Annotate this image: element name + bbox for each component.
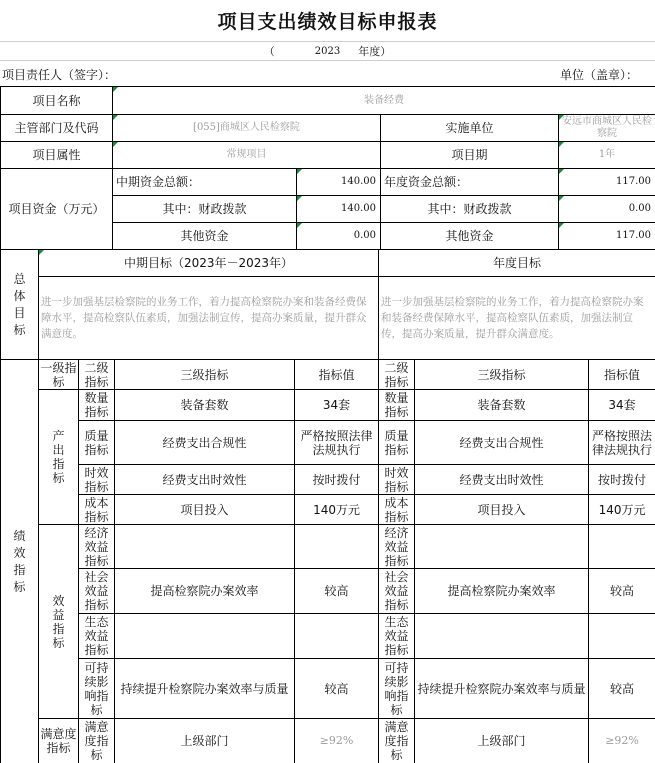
cost-l2: 成本指标 — [79, 495, 115, 525]
performance-table — [0, 249, 655, 763]
responsible-signature-label: 项目责任人（签字）： — [2, 67, 117, 82]
quality-l2-year: 质量指标 — [379, 421, 415, 465]
year-other-value: 117.00 — [559, 223, 655, 250]
timeliness-value: 按时拨付 — [295, 465, 379, 495]
satisfaction-l2-year: 满意度指标 — [379, 719, 415, 763]
project-period-value: 1年 — [559, 142, 655, 169]
benefit-indicator-label: 效益指标 — [39, 525, 79, 719]
project-name-value: 装备经费 — [113, 87, 655, 115]
project-name-label: 项目名称 — [1, 87, 113, 115]
project-funds-label: 项目资金（万元） — [1, 169, 113, 250]
economic-l3-year — [415, 525, 589, 569]
value-header-year: 指标值 — [589, 360, 655, 390]
quantity-value-year: 34套 — [589, 390, 655, 421]
mid-total-label: 中期资金总额： — [113, 169, 297, 196]
satisfaction-l3: 上级部门 — [115, 719, 295, 763]
year-goal-header: 年度目标 — [379, 250, 655, 277]
sustain-l3-year: 持续提升检察院办案效率与质量 — [415, 659, 589, 719]
timeliness-l2-year: 时效指标 — [379, 465, 415, 495]
mid-goal-header: 中期目标（2023年－2023年） — [39, 250, 379, 277]
satisfaction-indicator-label: 满意度指标 — [39, 719, 79, 763]
perf-indicator-label: 绩效指标 — [1, 360, 39, 763]
ecological-value — [295, 614, 379, 659]
quality-l3-year: 经费支出合规性 — [415, 421, 589, 465]
quantity-value: 34套 — [295, 390, 379, 421]
project-info-table — [0, 86, 655, 250]
fiscal-year: 2023 — [314, 45, 341, 57]
level2-header: 二级指标 — [79, 360, 115, 390]
economic-l2: 经济效益指标 — [79, 525, 115, 569]
social-value: 较高 — [295, 569, 379, 614]
cost-value-year: 140万元 — [589, 495, 655, 525]
year-close: 年度） — [358, 45, 392, 58]
timeliness-l2: 时效指标 — [79, 465, 115, 495]
mid-other-value: 0.00 — [297, 223, 381, 250]
mid-other-label: 其他资金 — [113, 223, 297, 250]
year-fiscal-value: 0.00 — [559, 196, 655, 223]
cost-l3-year: 项目投入 — [415, 495, 589, 525]
satisfaction-value: ≥92% — [295, 719, 379, 763]
year-total-label: 年度资金总额： — [381, 169, 559, 196]
cost-l2-year: 成本指标 — [379, 495, 415, 525]
social-l3-year: 提高检察院办案效率 — [415, 569, 589, 614]
output-indicator-label: 产出指标 — [39, 390, 79, 525]
mid-total-value: 140.00 — [297, 169, 381, 196]
impl-unit-value: 安远市商城区人民检察院 — [559, 115, 655, 142]
quality-value: 严格按照法律法规执行 — [295, 421, 379, 465]
social-l3: 提高检察院办案效率 — [115, 569, 295, 614]
satisfaction-l3-year: 上级部门 — [415, 719, 589, 763]
level3-header-year: 三级指标 — [415, 360, 589, 390]
quality-l3: 经费支出合规性 — [115, 421, 295, 465]
quality-l2: 质量指标 — [79, 421, 115, 465]
timeliness-l3-year: 经费支出时效性 — [415, 465, 589, 495]
fiscal-year-line — [0, 42, 655, 61]
year-total-value: 117.00 — [559, 169, 655, 196]
mid-goal-text: 进一步加强基层检察院的业务工作，着力提高检察院办案和装备经费保障水平，提高检察队伍素质，加强法制宣传，提高办案质量，提升群众满意度。 — [39, 277, 379, 360]
project-period-label: 项目期 — [381, 142, 559, 169]
ecological-value-year — [589, 614, 655, 659]
quantity-l3-year: 装备套数 — [415, 390, 589, 421]
sustain-l2-year: 可持续影响指标 — [379, 659, 415, 719]
project-attr-value: 常规项目 — [113, 142, 381, 169]
impl-unit-label: 实施单位 — [381, 115, 559, 142]
project-attr-label: 项目属性 — [1, 142, 113, 169]
overall-goal-label: 总体目标 — [1, 250, 39, 360]
satisfaction-l2: 满意度指标 — [79, 719, 115, 763]
quantity-l3: 装备套数 — [115, 390, 295, 421]
cost-value: 140万元 — [295, 495, 379, 525]
quantity-l2: 数量指标 — [79, 390, 115, 421]
unit-stamp-label: 单位（盖章）： — [560, 67, 639, 82]
timeliness-value-year: 按时拨付 — [589, 465, 655, 495]
year-other-label: 其他资金 — [381, 223, 559, 250]
sustain-l3: 持续提升检察院办案效率与质量 — [115, 659, 295, 719]
level3-header: 三级指标 — [115, 360, 295, 390]
economic-l2-year: 经济效益指标 — [379, 525, 415, 569]
sustain-l2: 可持续影响指标 — [79, 659, 115, 719]
value-header: 指标值 — [295, 360, 379, 390]
dept-label: 主管部门及代码 — [1, 115, 113, 142]
level1-header: 一级指标 — [40, 360, 77, 389]
year-open: （ — [263, 45, 275, 58]
dept-value: [055]商城区人民检察院 — [113, 115, 381, 142]
satisfaction-value-year: ≥92% — [589, 719, 655, 763]
social-l2-year: 社会效益指标 — [379, 569, 415, 614]
ecological-l2-year: 生态效益指标 — [379, 614, 415, 659]
ecological-l3-year — [415, 614, 589, 659]
cost-l3: 项目投入 — [115, 495, 295, 525]
year-fiscal-label: 其中：财政拨款 — [381, 196, 559, 223]
mid-fiscal-value: 140.00 — [297, 196, 381, 223]
level2-header-year: 二级指标 — [379, 360, 415, 390]
economic-l3 — [115, 525, 295, 569]
mid-fiscal-label: 其中：财政拨款 — [113, 196, 297, 223]
timeliness-l3: 经费支出时效性 — [115, 465, 295, 495]
ecological-l2: 生态效益指标 — [79, 614, 115, 659]
year-goal-text: 进一步加强基层检察院的业务工作，着力提高检察院办案和装备经费保障水平，提高检察队伍素质，加强法制宣传，提高办案质量，提升群众满意度。 — [379, 277, 655, 360]
social-l2: 社会效益指标 — [79, 569, 115, 614]
page-title: 项目支出绩效目标申报表 — [0, 0, 655, 42]
ecological-l3 — [115, 614, 295, 659]
sustain-value: 较高 — [295, 659, 379, 719]
quality-value-year: 严格按照法律法规执行 — [589, 421, 655, 465]
social-value-year: 较高 — [589, 569, 655, 614]
sustain-value-year: 较高 — [589, 659, 655, 719]
economic-value — [295, 525, 379, 569]
economic-value-year — [589, 525, 655, 569]
quantity-l2-year: 数量指标 — [379, 390, 415, 421]
